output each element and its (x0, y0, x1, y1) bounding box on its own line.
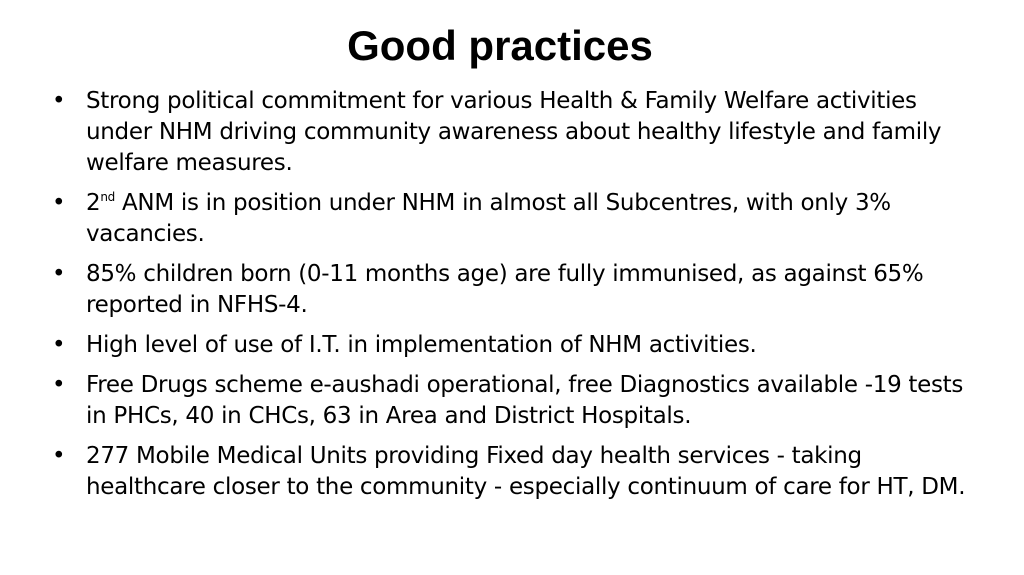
bullet-icon: • (52, 88, 66, 114)
bullet-list (52, 86, 972, 512)
bullet-item (52, 441, 972, 503)
bullet-icon: • (52, 190, 66, 216)
bullet-superscript: nd (100, 190, 115, 204)
bullet-text: Strong political commitment for various Health & Family Welfare activities under NHM driving community awareness about healthy lifestyle and family welfare measures. (86, 88, 942, 176)
bullet-icon: • (52, 261, 66, 287)
bullet-text: 85% children born (0-11 months age) are fully immunised, as against 65% reported in NFHS-4. (86, 261, 924, 318)
bullet-icon: • (52, 372, 66, 398)
bullet-text: Free Drugs scheme e-aushadi operational, free Diagnostics available -19 tests in PHCs, 40 in CHCs, 63 in Area and District Hospitals. (86, 372, 964, 429)
bullet-icon: • (52, 443, 66, 469)
bullet-text: ANM is in position under NHM in almost all Subcentres, with only 3% vacancies. (86, 190, 891, 247)
bullet-item (52, 330, 972, 361)
bullet-text: High level of use of I.T. in implementation of NHM activities. (86, 332, 757, 358)
bullet-icon: • (52, 332, 66, 358)
slide-title: Good practices (347, 22, 653, 69)
bullet-item (52, 188, 972, 250)
bullet-item (52, 86, 972, 179)
bullet-item (52, 370, 972, 432)
bullet-prefix: 2 (86, 190, 101, 216)
bullet-item (52, 259, 972, 321)
bullet-text: 277 Mobile Medical Units providing Fixed day health services - taking healthcare closer to the community - especially continuum of care for HT, DM. (86, 443, 966, 500)
